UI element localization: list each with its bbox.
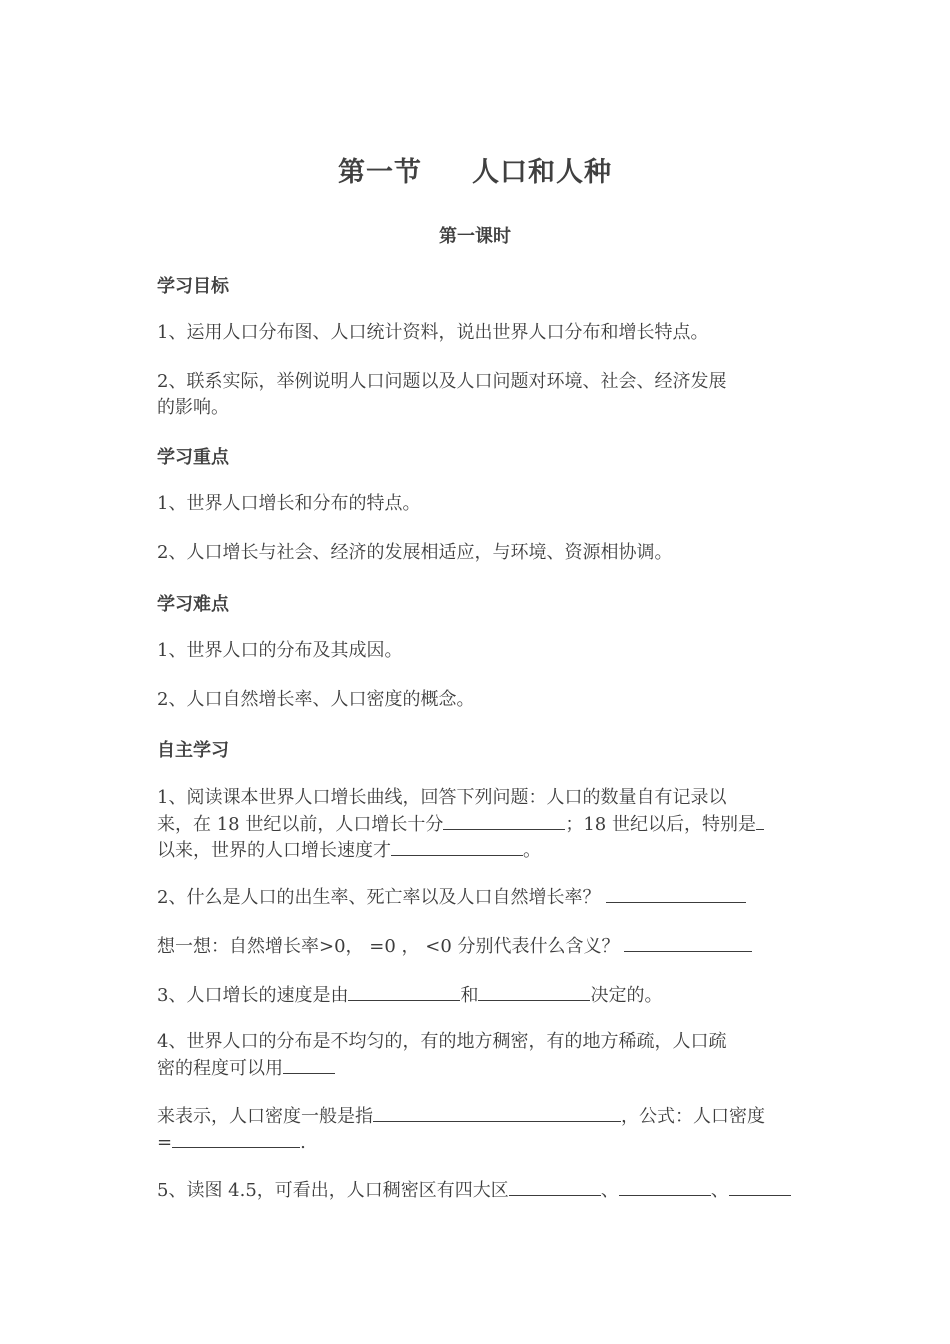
question-1-line-2 — [157, 811, 797, 838]
self-study-heading: 自主学习 — [157, 740, 229, 761]
question-4-text-d: = — [157, 1132, 173, 1153]
question-5-separator-2: 、 — [710, 1180, 729, 1201]
answer-blank[interactable] — [606, 884, 746, 903]
key-point-item-1: 1、世界人口增长和分布的特点。 — [157, 493, 421, 514]
question-3 — [157, 982, 797, 1009]
question-1-text-c: 以来，世界的人口增长速度才 — [157, 840, 391, 861]
answer-blank[interactable] — [478, 982, 590, 1001]
objective-item-2-cont: 的影响。 — [157, 397, 229, 418]
answer-blank[interactable] — [283, 1055, 335, 1074]
title-section-number: 第一节 — [338, 157, 422, 188]
question-3-text-c: 决定的。 — [590, 985, 663, 1006]
lesson-subtitle: 第一课时 — [439, 226, 511, 247]
answer-blank[interactable] — [391, 837, 523, 856]
question-1-text-b: ；18 世纪以后，特别是 — [565, 814, 756, 835]
question-4-text-e: . — [300, 1132, 306, 1153]
key-point-item-2: 2、人口增长与社会、经济的发展相适应，与环境、资源相协调。 — [157, 542, 673, 563]
question-5-separator-1: 、 — [600, 1180, 619, 1201]
question-2-text: 2、什么是人口的出生率、死亡率以及人口自然增长率？ — [157, 887, 601, 908]
question-4-line-3 — [157, 1103, 797, 1130]
question-1-line-3 — [157, 837, 797, 864]
think-question — [157, 933, 797, 960]
answer-blank[interactable] — [172, 1129, 300, 1148]
question-3-text-a: 3、人口增长的速度是由 — [157, 985, 349, 1006]
question-4-line-4 — [157, 1129, 797, 1156]
difficulty-item-2: 2、人口自然增长率、人口密度的概念。 — [157, 689, 475, 710]
difficulty-item-1: 1、世界人口的分布及其成因。 — [157, 640, 403, 661]
answer-blank[interactable] — [619, 1177, 711, 1196]
answer-blank[interactable] — [624, 933, 752, 952]
answer-blank[interactable] — [729, 1177, 791, 1196]
question-4-line-2 — [157, 1055, 797, 1082]
question-4-text-c: ，公式：人口密度 — [621, 1106, 765, 1127]
title-topic: 人口和人种 — [472, 157, 612, 188]
answer-blank[interactable] — [509, 1177, 601, 1196]
question-1-text-a: 来，在 18 世纪以前，人口增长十分 — [157, 814, 444, 835]
answer-blank[interactable] — [373, 1103, 621, 1122]
question-4-text-b: 来表示，人口密度一般是指 — [157, 1106, 373, 1127]
answer-blank[interactable] — [348, 982, 460, 1001]
think-question-text: 想一想：自然增长率>0， =0 ， <0 分别代表什么含义？ — [157, 936, 620, 957]
key-points-heading: 学习重点 — [157, 447, 229, 468]
question-5 — [157, 1177, 797, 1204]
question-4-text-a: 密的程度可以用 — [157, 1058, 283, 1079]
objective-item-1: 1、运用人口分布图、人口统计资料，说出世界人口分布和增长特点。 — [157, 322, 709, 343]
question-1-text-d: 。 — [523, 840, 541, 861]
objective-item-2: 2、联系实际，举例说明人口问题以及人口问题对环境、社会、经济发展 — [157, 371, 727, 392]
question-1-line-1: 1、阅读课本世界人口增长曲线，回答下列问题：人口的数量自有记录以 — [157, 787, 727, 808]
answer-blank[interactable] — [443, 811, 565, 830]
difficulties-heading: 学习难点 — [157, 594, 229, 615]
question-3-text-b: 和 — [460, 985, 479, 1006]
question-5-text-a: 5、读图 4.5，可看出，人口稠密区有四大区 — [157, 1180, 509, 1201]
question-2 — [157, 884, 797, 911]
question-4-line-1: 4、世界人口的分布是不均匀的，有的地方稠密，有的地方稀疏，人口疏 — [157, 1031, 727, 1052]
page-title — [0, 150, 950, 189]
objectives-heading: 学习目标 — [157, 276, 229, 297]
answer-blank[interactable] — [756, 811, 764, 830]
